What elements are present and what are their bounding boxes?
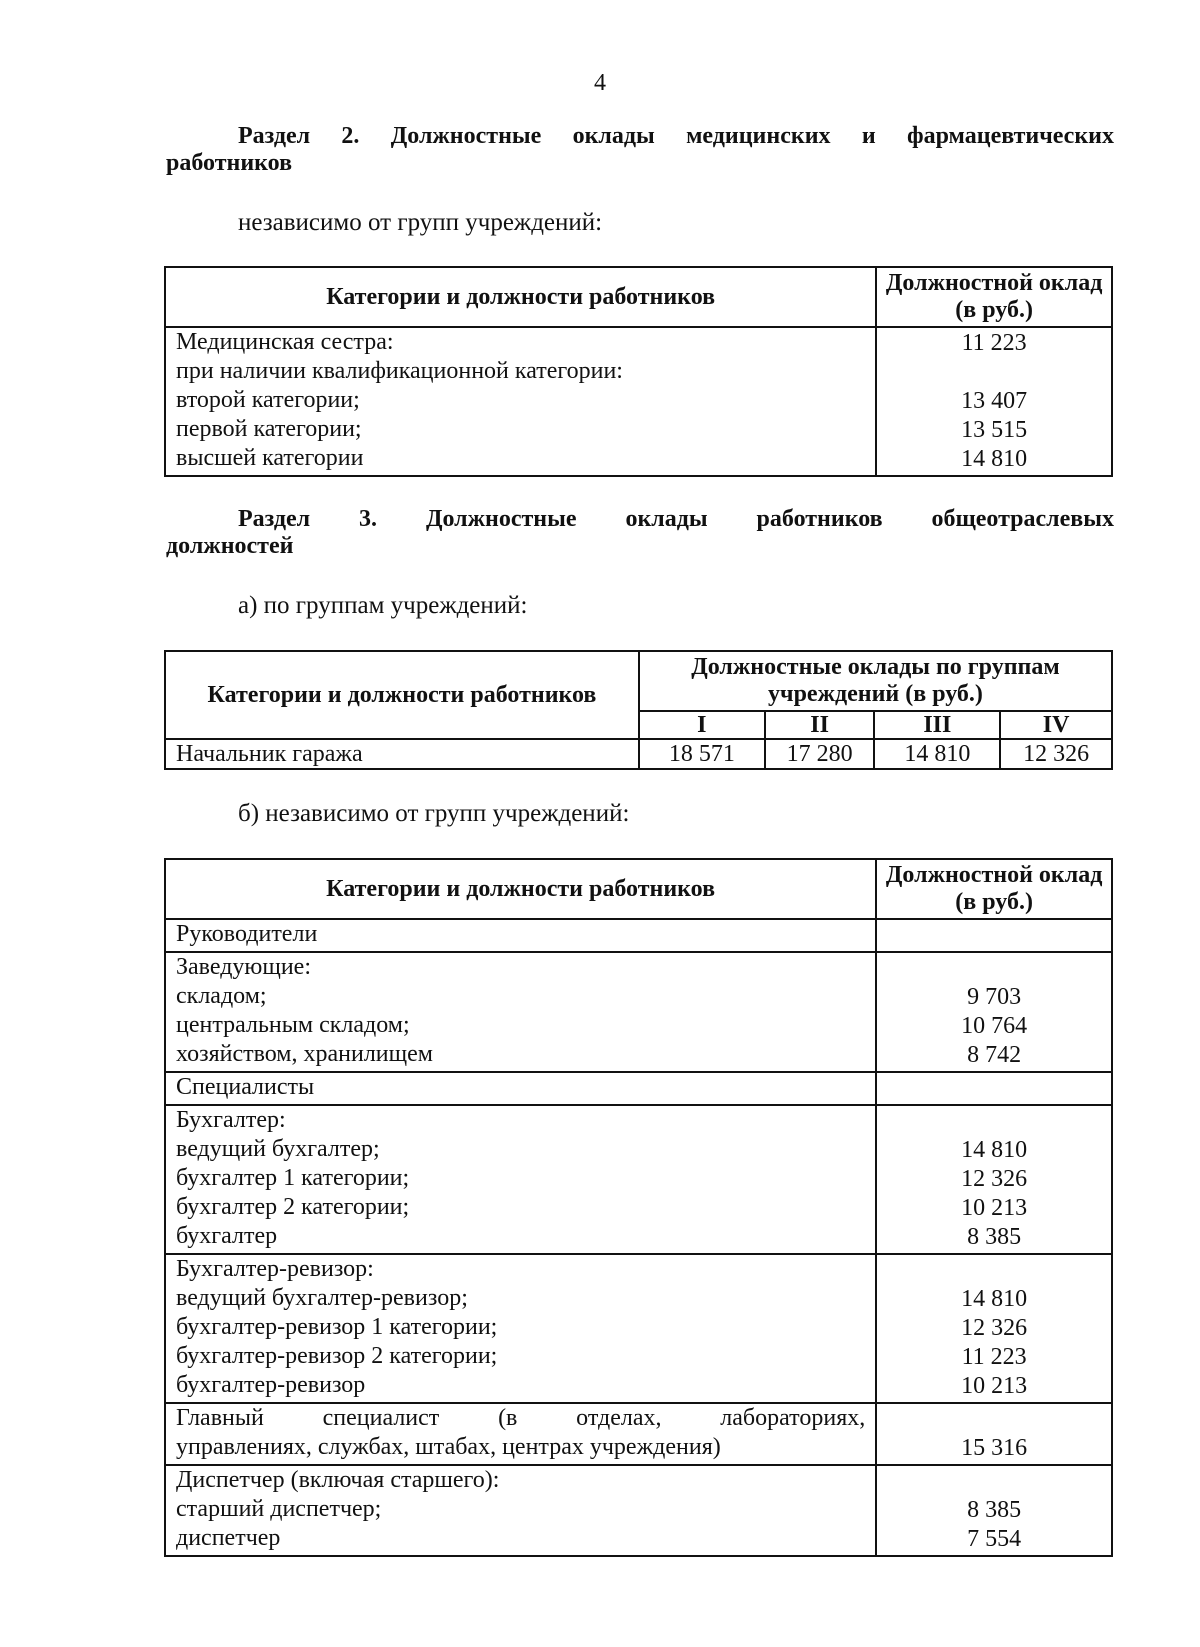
table-row	[165, 1403, 1112, 1465]
list-item: бухгалтер	[176, 1223, 278, 1249]
salary-value-empty	[878, 1074, 1110, 1103]
list-item: бухгалтер 1 категории;	[176, 1165, 410, 1191]
list-item: первой категории;	[176, 416, 362, 442]
table-row	[165, 1105, 1112, 1254]
list-item: ведущий бухгалтер-ревизор;	[176, 1285, 468, 1311]
salary-value: 15 316	[961, 1435, 1028, 1461]
name-cell	[165, 1403, 876, 1465]
list-item: центральным складом;	[176, 1012, 410, 1038]
table-row-category	[165, 919, 1112, 952]
salary-value: 7 554	[967, 1526, 1022, 1552]
name-cell	[165, 327, 876, 476]
col-header-name: Категории и должности работников	[165, 267, 876, 327]
list-item: бухгалтер-ревизор 2 категории;	[176, 1343, 498, 1369]
group-header-ii: II	[765, 711, 875, 739]
name-cell	[165, 1254, 876, 1403]
salary-value-empty	[878, 1256, 1110, 1285]
salary-value: 11 223	[961, 1344, 1027, 1370]
col-header-name: Категории и должности работников	[165, 651, 639, 739]
salary-value: 8 742	[967, 1042, 1022, 1068]
col-header-groups: Должностные оклады по группам учреждений (в руб.)	[639, 651, 1112, 711]
list-item: высшей категории	[176, 445, 364, 471]
list-item: управлениях, службах, штабах, центрах учреждения)	[176, 1434, 721, 1460]
salary-cell	[876, 1403, 1112, 1465]
list-item: второй категории;	[176, 387, 360, 413]
section-3-heading	[166, 506, 1114, 560]
salary-value: 14 810	[961, 1286, 1028, 1312]
salary-value: 12 326	[961, 1166, 1028, 1192]
list-item: бухгалтер-ревизор	[176, 1372, 366, 1398]
salary-value-empty	[878, 358, 1110, 387]
table-header-row	[165, 651, 1112, 711]
list-item: Медицинская сестра:	[176, 329, 394, 355]
list-item: Специалисты	[176, 1074, 315, 1100]
salary-group-i: 18 571	[639, 739, 765, 769]
section-3-intro-a: а) по группам учреждений:	[238, 592, 528, 619]
salary-value-empty	[878, 954, 1110, 983]
salary-value: 10 213	[961, 1373, 1028, 1399]
salary-value: 14 810	[961, 1137, 1028, 1163]
page-number: 4	[594, 70, 606, 96]
list-item: старший диспетчер;	[176, 1496, 382, 1522]
salary-cell	[876, 952, 1112, 1072]
table-row	[165, 1465, 1112, 1556]
table-medical-salaries	[164, 266, 1113, 477]
list-item: Руководители	[176, 921, 318, 947]
list-item: складом;	[176, 983, 267, 1009]
list-item: Главный специалист (в отделах, лабораториях,	[176, 1405, 866, 1431]
table-row-category	[165, 1072, 1112, 1105]
salary-value: 8 385	[967, 1497, 1022, 1523]
list-item: Заведующие:	[176, 954, 311, 980]
salary-group-iv: 12 326	[1000, 739, 1112, 769]
table-general-salaries	[164, 858, 1113, 1557]
list-item: диспетчер	[176, 1525, 281, 1551]
list-item: бухгалтер 2 категории;	[176, 1194, 410, 1220]
list-item: ведущий бухгалтер;	[176, 1136, 380, 1162]
table-row	[165, 739, 1112, 769]
section-2-intro: независимо от групп учреждений:	[238, 209, 603, 236]
list-item: бухгалтер-ревизор 1 категории;	[176, 1314, 498, 1340]
col-header-salary: Должностной оклад (в руб.)	[876, 859, 1112, 919]
salary-group-ii: 17 280	[765, 739, 875, 769]
salary-value: 10 764	[961, 1013, 1028, 1039]
salary-value-empty	[878, 921, 1110, 950]
col-header-salary: Должностной оклад (в руб.)	[876, 267, 1112, 327]
list-item: Диспетчер (включая старшего):	[176, 1467, 500, 1493]
salary-value: 8 385	[967, 1224, 1022, 1250]
list-item: при наличии квалификационной категории:	[176, 358, 623, 384]
salary-cell	[876, 327, 1112, 476]
col-header-name: Категории и должности работников	[165, 859, 876, 919]
group-header-i: I	[639, 711, 765, 739]
section-2-heading-line2: работников	[166, 150, 293, 176]
table-row	[165, 952, 1112, 1072]
section-3-intro-b: б) независимо от групп учреждений:	[238, 800, 630, 827]
list-item: хозяйством, хранилищем	[176, 1041, 433, 1067]
salary-cell	[876, 1105, 1112, 1254]
table-by-groups	[164, 650, 1113, 770]
salary-group-iii: 14 810	[874, 739, 1000, 769]
list-item: Бухгалтер:	[176, 1107, 286, 1133]
group-header-iv: IV	[1000, 711, 1112, 739]
salary-cell	[876, 1254, 1112, 1403]
salary-value: 12 326	[961, 1315, 1028, 1341]
salary-value: 13 515	[961, 417, 1028, 443]
salary-value: 10 213	[961, 1195, 1028, 1221]
group-header-iii: III	[874, 711, 1000, 739]
list-item: Бухгалтер-ревизор:	[176, 1256, 374, 1282]
section-2-heading	[166, 123, 1114, 177]
salary-value-empty	[878, 1405, 1110, 1434]
section-2-heading-line1: Раздел 2. Должностные оклады медицинских и фармацевтических	[238, 123, 1114, 149]
salary-value: 13 407	[961, 388, 1028, 414]
salary-cell	[876, 919, 1112, 952]
table-header-row	[165, 859, 1112, 919]
name-cell: Начальник гаража	[165, 739, 639, 769]
salary-value: 11 223	[961, 330, 1027, 356]
salary-value-empty	[878, 1467, 1110, 1496]
category-cell	[165, 919, 876, 952]
salary-cell	[876, 1072, 1112, 1105]
name-cell	[165, 1465, 876, 1556]
salary-value: 9 703	[967, 984, 1022, 1010]
salary-value-empty	[878, 1107, 1110, 1136]
name-cell	[165, 952, 876, 1072]
category-cell	[165, 1072, 876, 1105]
table-row	[165, 1254, 1112, 1403]
salary-cell	[876, 1465, 1112, 1556]
table-header-row	[165, 267, 1112, 327]
table-row	[165, 327, 1112, 476]
section-3-heading-line1: Раздел 3. Должностные оклады работников общеотраслевых	[238, 506, 1114, 532]
name-cell	[165, 1105, 876, 1254]
salary-value: 14 810	[961, 446, 1028, 472]
section-3-heading-line2: должностей	[166, 533, 294, 559]
